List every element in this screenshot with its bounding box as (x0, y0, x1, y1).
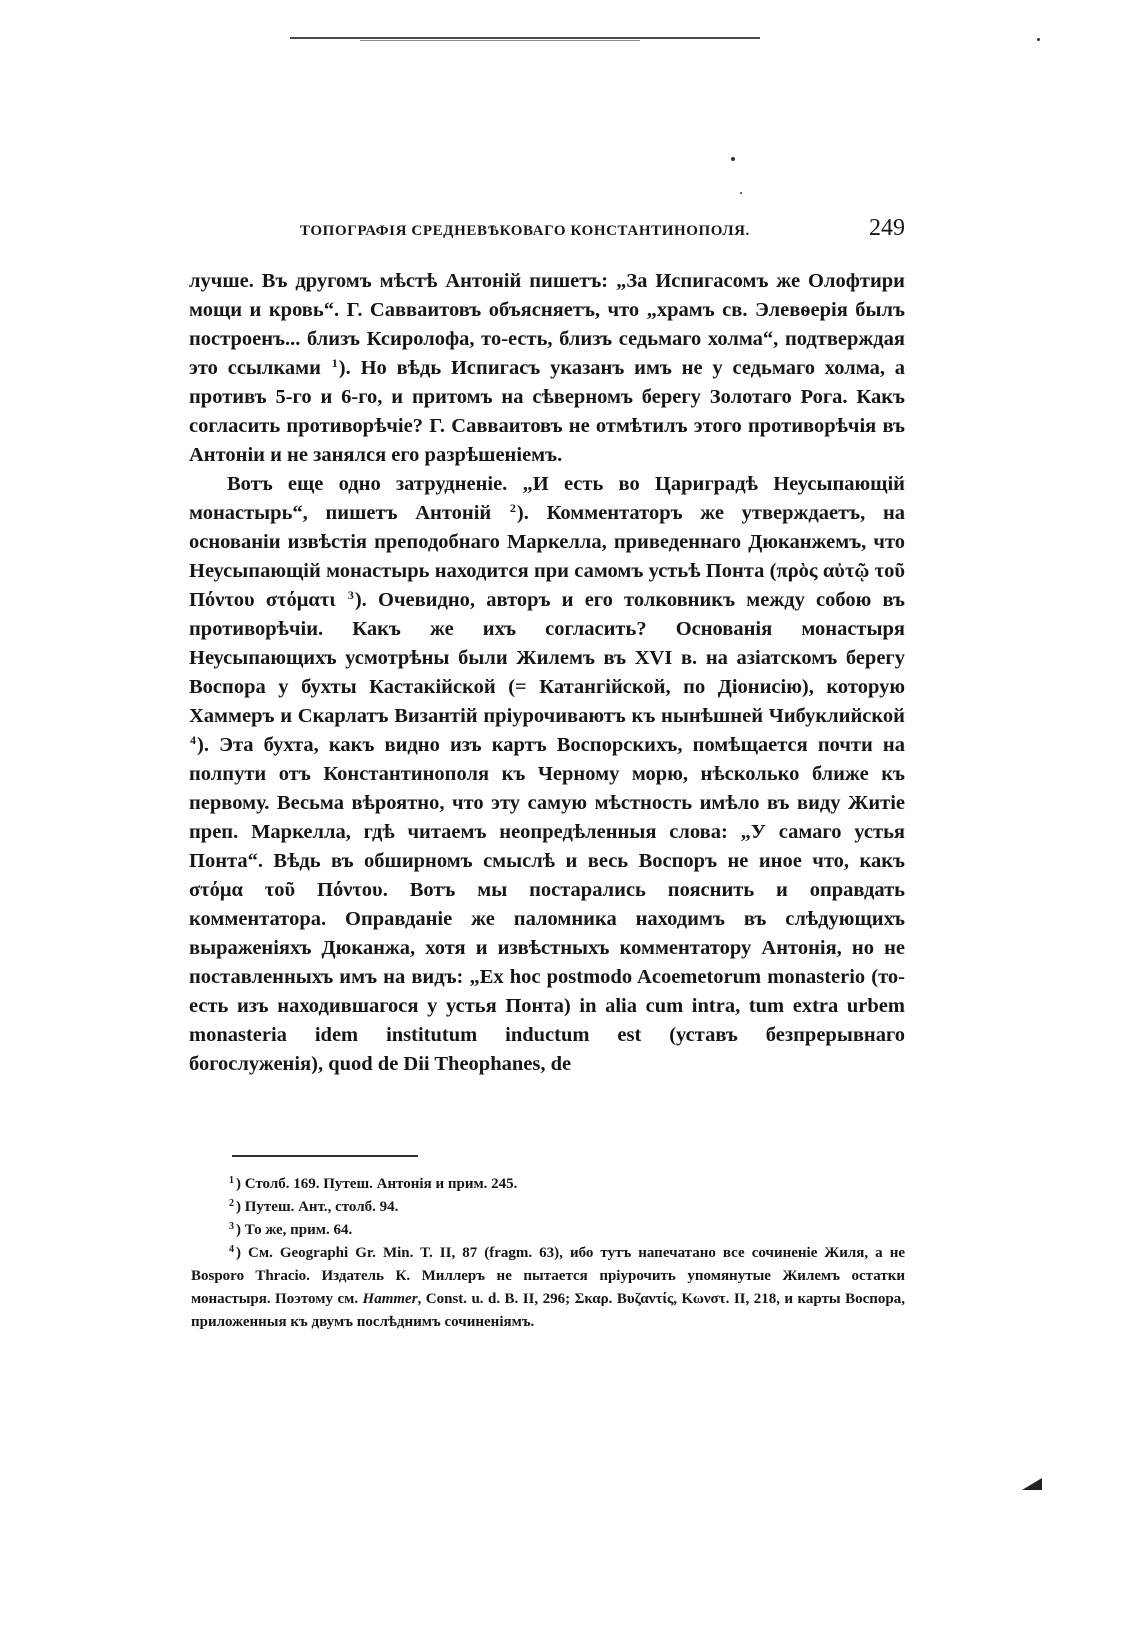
paragraph-text: ). Очевидно, авторъ и его толковникъ между собою въ противорѣчіи. Какъ же ихъ согласить? Основанія монастыря Неусыпающихъ усмотрѣны были Жилемъ въ XVI в. на азіатскомъ берегу Воспора у бухты Кастакійской (= Катангійской, по Діонисію), которую Хаммеръ и Скарлатъ Византій пріурочиваютъ къ нынѣшней Чибуклийской (189, 589, 905, 727)
paragraph (189, 267, 905, 470)
footnote-ref: 2 (509, 501, 516, 515)
footnote-text: ) Столб. 169. Путеш. Антонія и прим. 245. (236, 1176, 518, 1192)
scan-top-rule-secondary (360, 40, 640, 41)
footnote-separator (232, 1155, 418, 1157)
footnote-number: 1 (229, 1175, 234, 1186)
footnote-text: ) См. Geographi Gr. Min. T. II, 87 (fragm. 63), ибо тутъ напечатано все сочиненіе Жиля, а не Bosporo Thracio. Издатель К. Миллеръ не пытается пріурочить упомянутые Жилемъ остатки монастыря. Поэтому см. (191, 1245, 905, 1307)
scan-top-rule (290, 37, 760, 39)
running-title: ТОПОГРАФІЯ СРЕДНЕВѢКОВАГО КОНСТАНТИНОПОЛЯ. (300, 223, 750, 239)
paragraph-text: Вотъ еще одно затрудненіе. „И есть во Цариградѣ Неусыпающій монастырь“, пишетъ Антоній (189, 473, 905, 524)
running-head (300, 215, 905, 249)
main-text (189, 267, 905, 1079)
scan-speck (740, 192, 742, 194)
scan-speck (1037, 38, 1040, 41)
footnote-ref: 1 (331, 356, 338, 370)
paragraph-text: лучше. Въ другомъ мѣстѣ Антоній пишетъ: „За Испигасомъ же Олофтири мощи и кровь“. Г. Савваитовъ объясняетъ, что „храмъ св. Элевѳерія былъ построенъ... близъ Ксиролофа, то-есть, близъ седьмаго холма“, подтверждая это ссылками (189, 270, 905, 379)
footnote-text: , Const. u. d. B. II, 296; Σκαρ. Βυζαντίς, Κωνστ. II, 218, и карты Воспора, приложенныя къ двумъ послѣднимъ сочиненіямъ. (191, 1291, 905, 1330)
paragraph-text: ). Комментаторъ же утверждаетъ, на основаніи извѣстія преподобнаго Маркелла, приведеннаго Дюканжемъ, что Неусыпающій монастырь находится при самомъ устьѣ Понта (πρὸς αὐτῷ τοῦ Πόντου στόματι (189, 502, 905, 611)
footnote (191, 1242, 905, 1334)
footnote (191, 1196, 905, 1219)
footnote-number: 2 (229, 1198, 234, 1209)
footnote-number: 4 (229, 1244, 234, 1255)
paragraph-text: ). Но вѣдь Испигасъ указанъ имъ не у седьмаго холма, а противъ 5-го и 6-го, и притомъ на сѣверномъ берегу Золотаго Рога. Какъ согласить противорѣчіе? Г. Савваитовъ не отмѣтилъ этого противорѣчія въ Антоніи и не занялся его разрѣшеніемъ. (189, 357, 906, 466)
footnote-author: Hammer (362, 1291, 418, 1307)
footnote-ref: 4 (190, 733, 196, 747)
footnote (191, 1219, 905, 1242)
footnote-ref: 3 (347, 588, 354, 602)
footnote-text: ) То же, прим. 64. (236, 1222, 353, 1238)
footnotes (191, 1173, 905, 1334)
paragraph (189, 470, 905, 1079)
scan-speck (731, 157, 735, 161)
paragraph-text: ). Эта бухта, какъ видно изъ картъ Воспорскихъ, помѣщается почти на полпути отъ Константинополя къ Черному морю, нѣсколько ближе къ первому. Весьма вѣроятно, что эту самую мѣстность имѣло въ виду Житіе преп. Маркелла, гдѣ читаемъ неопредѣленныя слова: „У самаго устья Понта“. Вѣдь въ обширномъ смыслѣ и весь Воспоръ не иное что, какъ στόμα τοῦ Πόντου. Вотъ мы постарались пояснить и оправдать комментатора. Оправданіе же паломника находимъ въ слѣдующихъ выраженіяхъ Дюканжа, хотя и извѣстныхъ комментатору Антонія, но не поставленныхъ имъ на видъ: „Ex hoc postmodo Acoemetorum monasterio (то-есть изъ находившагося у устья Понта) in alia cum intra, tum extra urbem monasteria idem institutum inductum est (уставъ безпрерывнаго богослуженія), quod de Dii Theophanes, de (189, 734, 905, 1075)
page-number: 249 (869, 215, 905, 241)
footnote-text: ) Путеш. Ант., столб. 94. (236, 1199, 399, 1215)
footnote-number: 3 (229, 1221, 234, 1232)
footnote (191, 1173, 905, 1196)
scan-corner-mark (1022, 1478, 1042, 1490)
